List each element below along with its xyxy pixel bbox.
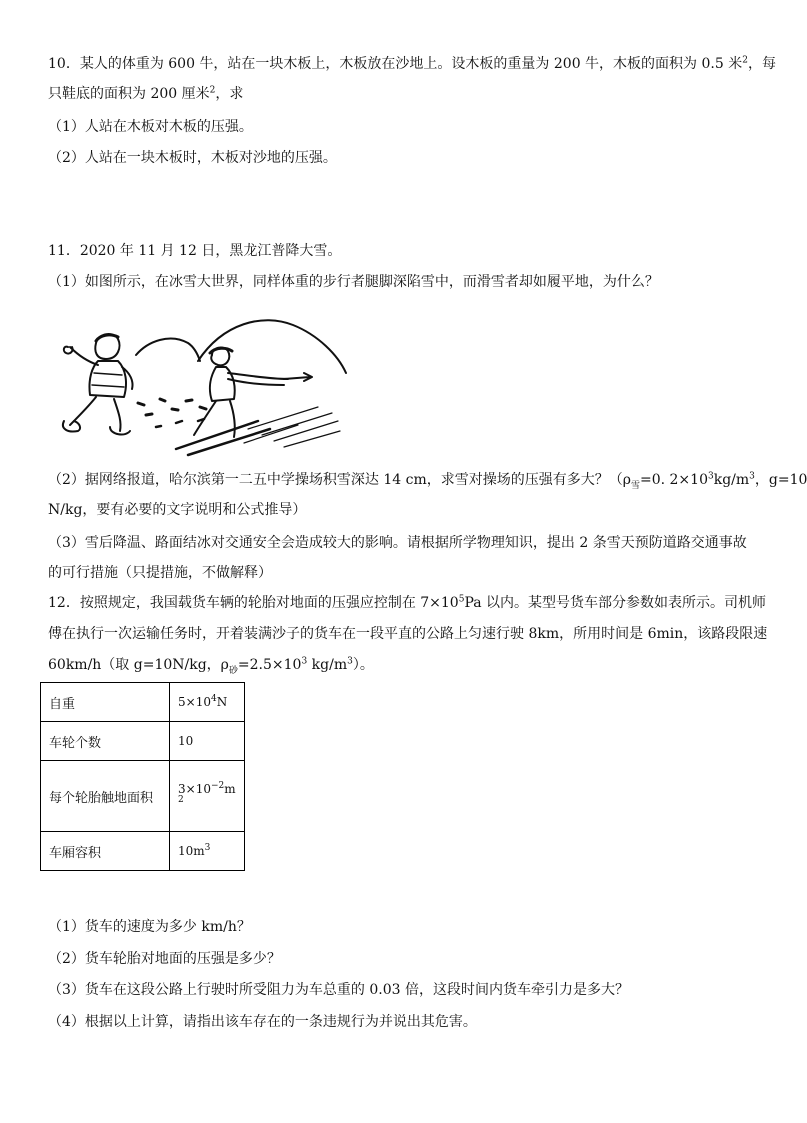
- q11-sub1: （1）如图所示，在冰雪大世界，同样体重的步行者腿脚深陷雪中，而滑雪者却如履平地，为什么？: [48, 274, 659, 290]
- q12-stem-line1: 12．按照规定，我国载货车辆的轮胎对地面的压强应控制在 $7\times 10^5Pa$ 以内。某型号货车部分参数如表所示。司机师: [48, 594, 767, 611]
- table-key: 每个轮胎触地面积: [41, 761, 170, 832]
- q11-sub2-line2: N/kg，要有必要的文字说明和公式推导）: [48, 502, 307, 518]
- table-row: [41, 761, 245, 832]
- table-value: $5\times 10^4N$: [170, 683, 245, 722]
- table-key: 车厢容积: [41, 832, 170, 871]
- q11-sub2-line1: （2）据网络报道，哈尔滨第一二五中学操场积雪深达 14 cm，求雪对操场的压强有多大？（$\rho_雪=0$. $2\times 10^3kg/m^3$，g=10: [48, 471, 807, 491]
- table-key: 车轮个数: [41, 722, 170, 761]
- q10-sub2: （2）人站在一块木板时，木板对沙地的压强。: [48, 150, 337, 166]
- q10-sub1: （1）人站在木板对木板的压强。: [48, 119, 253, 135]
- skier-walker-illustration: [48, 303, 348, 458]
- q11-sub3-line2: 的可行措施（只提措施，不做解释）: [48, 565, 272, 581]
- table-value: 10: [170, 722, 245, 761]
- q12-sub1: （1）货车的速度为多少 km/h？: [48, 919, 251, 935]
- q12-stem-line3: 60km/h（取 g=10N/kg，$\rho_砂=2.5\times 10^3$ $kg/m^3$）。: [48, 656, 374, 676]
- table-row: [41, 832, 245, 871]
- table-value: $3\times 10^{-2}m$ $^2$: [170, 761, 245, 832]
- q12-sub4: （4）根据以上计算，请指出该车存在的一条违规行为并说出其危害。: [48, 1014, 477, 1030]
- q11-sub3-line1: （3）雪后降温、路面结冰对交通安全会造成较大的影响。请根据所学物理知识，提出 2 条雪天预防道路交通事故: [48, 535, 747, 551]
- q11-title: 11．2020 年 11 月 12 日，黑龙江普降大雪。: [48, 243, 342, 259]
- table-value: $10m^3$: [170, 832, 245, 871]
- q12-stem-line2: 傅在执行一次运输任务时，开着装满沙子的货车在一段平直的公路上匀速行驶 8km，所用时间是 6min，该路段限速: [48, 626, 768, 642]
- q10-stem-line1: 10．某人的体重为 600 牛，站在一块木板上，木板放在沙地上。设木板的重量为 200 牛，木板的面积为 0.5 米$^2$，每: [48, 55, 776, 72]
- q10-stem-line2: 只鞋底的面积为 200 厘米$^2$，求: [48, 85, 244, 102]
- truck-parameters-table: [40, 682, 245, 871]
- q12-sub3: （3）货车在这段公路上行驶时所受阻力为车总重的 0.03 倍，这段时间内货车牵引力是多大？: [48, 982, 629, 998]
- q12-sub2: （2）货车轮胎对地面的压强是多少？: [48, 951, 281, 967]
- table-key: 自重: [41, 683, 170, 722]
- table-row: [41, 722, 245, 761]
- table-row: [41, 683, 245, 722]
